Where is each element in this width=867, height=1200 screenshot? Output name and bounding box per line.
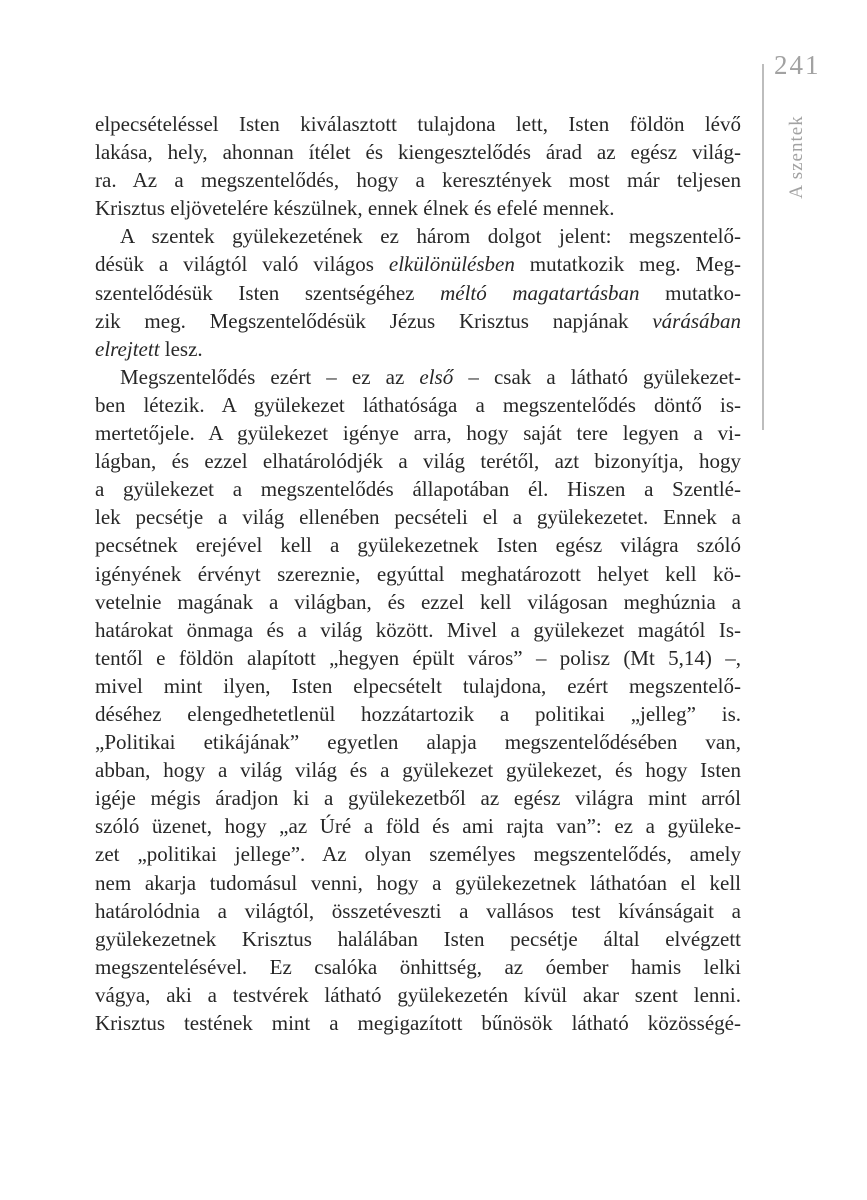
text-segment: elpecsételéssel Isten kiválasztott tulajdona lett, Isten földön lévő bbox=[95, 112, 741, 136]
text-segment: mutatkozik meg. Meg- bbox=[514, 252, 741, 277]
text-line bbox=[95, 672, 741, 700]
text-line bbox=[95, 307, 741, 335]
text-line bbox=[95, 981, 741, 1009]
text-segment: igéje mégis áradjon ki a gyülekezetből az egész világra mint arról bbox=[95, 786, 741, 811]
text-line bbox=[95, 700, 741, 728]
text-segment: vágya, aki a testvérek látható gyülekezetén kívül akar szent lenni. bbox=[95, 982, 741, 1007]
text-segment: A szentek gyülekezetének ez három dolgot jelent: megszentelő- bbox=[120, 224, 741, 249]
text-line bbox=[95, 812, 741, 840]
text-line bbox=[95, 728, 741, 756]
text-segment: zik meg. Megszentelődésük Jézus Krisztus napjának bbox=[95, 308, 653, 333]
italic-text-segment: elkülönülésben bbox=[388, 252, 515, 277]
italic-text-segment: méltó magatartásban bbox=[440, 280, 640, 305]
italic-text-segment: első bbox=[419, 364, 454, 389]
text-line bbox=[95, 953, 741, 981]
text-segment: zet „politikai jellege”. Az olyan személyes megszentelődés, amely bbox=[95, 842, 741, 867]
text-line bbox=[95, 475, 741, 503]
text-line bbox=[95, 869, 741, 897]
margin-chapter-label: A szentek bbox=[786, 115, 807, 199]
text-segment: pecsétnek erejével kell a gyülekezetnek Isten egész világra szóló bbox=[95, 533, 741, 558]
text-segment: lesz. bbox=[159, 336, 203, 361]
text-segment: abban, hogy a világ világ és a gyülekezet gyülekezet, és hogy Isten bbox=[95, 758, 741, 783]
text-line bbox=[95, 279, 741, 307]
text-line bbox=[95, 897, 741, 925]
italic-text-segment: elrejtett bbox=[95, 336, 160, 361]
text-line bbox=[95, 166, 741, 194]
text-segment: nem akarja tudomásul venni, hogy a gyülekezetnek láthatóan el kell bbox=[95, 870, 741, 895]
text-line bbox=[95, 391, 741, 419]
text-line bbox=[95, 503, 741, 531]
text-line bbox=[95, 335, 741, 363]
text-line bbox=[95, 363, 741, 391]
text-segment: határokat önmaga és a világ között. Mivel a gyülekezet magától Is- bbox=[95, 617, 741, 642]
text-segment: „Politikai etikájának” egyetlen alapja megszentelődésében van, bbox=[95, 730, 741, 755]
body-text bbox=[95, 110, 741, 1037]
text-segment: lek pecsétje a világ ellenében pecsételi el a gyülekezetet. Ennek a bbox=[95, 505, 741, 530]
text-line bbox=[95, 222, 741, 250]
text-segment: déséhez elengedhetetlenül hozzátartozik a politikai „jelleg” is. bbox=[95, 701, 741, 726]
text-segment: gyülekezetnek Krisztus halálában Isten pecsétje által elvégzett bbox=[95, 926, 741, 951]
text-segment: Krisztus eljövetelére készülnek, ennek élnek és efelé mennek. bbox=[95, 196, 615, 221]
text-segment: vetelnie magának a világban, és ezzel kell világosan meghúznia a bbox=[95, 589, 741, 614]
text-segment: mutatko- bbox=[639, 280, 741, 305]
text-line bbox=[95, 138, 741, 166]
text-segment: ben létezik. A gyülekezet láthatósága a megszentelődés döntő is- bbox=[95, 392, 741, 417]
text-segment: désük a világtól való világos bbox=[95, 252, 389, 277]
text-segment: a gyülekezet a megszentelődés állapotában él. Hiszen a Szentlé- bbox=[95, 477, 741, 502]
text-segment: ra. Az a megszentelődés, hogy a keresztények most már teljesen bbox=[95, 168, 741, 193]
text-segment: Krisztus testének mint a megigazított bűnösök látható közösségé- bbox=[95, 1011, 741, 1035]
text-line bbox=[95, 925, 741, 953]
text-line bbox=[95, 840, 741, 868]
text-line bbox=[95, 560, 741, 588]
text-line bbox=[95, 588, 741, 616]
text-segment: mertetőjele. A gyülekezet igénye arra, hogy saját tere legyen a vi- bbox=[95, 421, 741, 446]
text-line bbox=[95, 1009, 741, 1037]
text-line bbox=[95, 616, 741, 644]
text-segment: lágban, és ezzel elhatárolódjék a világ terétől, azt bizonyítja, hogy bbox=[95, 449, 741, 474]
text-segment: szóló üzenet, hogy „az Úré a föld és ami rajta van”: ez a gyüleke- bbox=[95, 814, 741, 839]
text-line bbox=[95, 756, 741, 784]
text-segment: igényének érvényt szereznie, egyúttal meghatározott helyet kell kö- bbox=[95, 561, 741, 586]
text-line bbox=[95, 531, 741, 559]
text-line bbox=[95, 110, 741, 138]
text-line bbox=[95, 644, 741, 672]
text-line bbox=[95, 419, 741, 447]
text-segment: szentelődésük Isten szentségéhez bbox=[95, 280, 441, 305]
text-line bbox=[95, 784, 741, 812]
text-segment: lakása, hely, ahonnan ítélet és kiengesztelődés árad az egész világ- bbox=[95, 140, 741, 165]
text-line bbox=[95, 194, 741, 222]
text-line bbox=[95, 447, 741, 475]
text-line bbox=[95, 250, 741, 278]
text-segment: mivel mint ilyen, Isten elpecsételt tulajdona, ezért megszentelő- bbox=[95, 673, 741, 698]
text-segment: tentől e földön alapított „hegyen épült város” – polisz (Mt 5,14) –, bbox=[95, 645, 741, 670]
text-segment: – csak a látható gyülekezet- bbox=[453, 364, 741, 389]
margin-rule bbox=[762, 64, 764, 430]
text-segment: Megszentelődés ezért – ez az bbox=[120, 364, 420, 389]
page-number: 241 bbox=[774, 50, 821, 80]
text-segment: megszentelésével. Ez csalóka önhittség, az óember hamis lelki bbox=[95, 954, 741, 979]
italic-text-segment: várásában bbox=[652, 308, 741, 333]
text-segment: határolódnia a világtól, összetéveszti a vallásos test kívánságait a bbox=[95, 898, 741, 923]
